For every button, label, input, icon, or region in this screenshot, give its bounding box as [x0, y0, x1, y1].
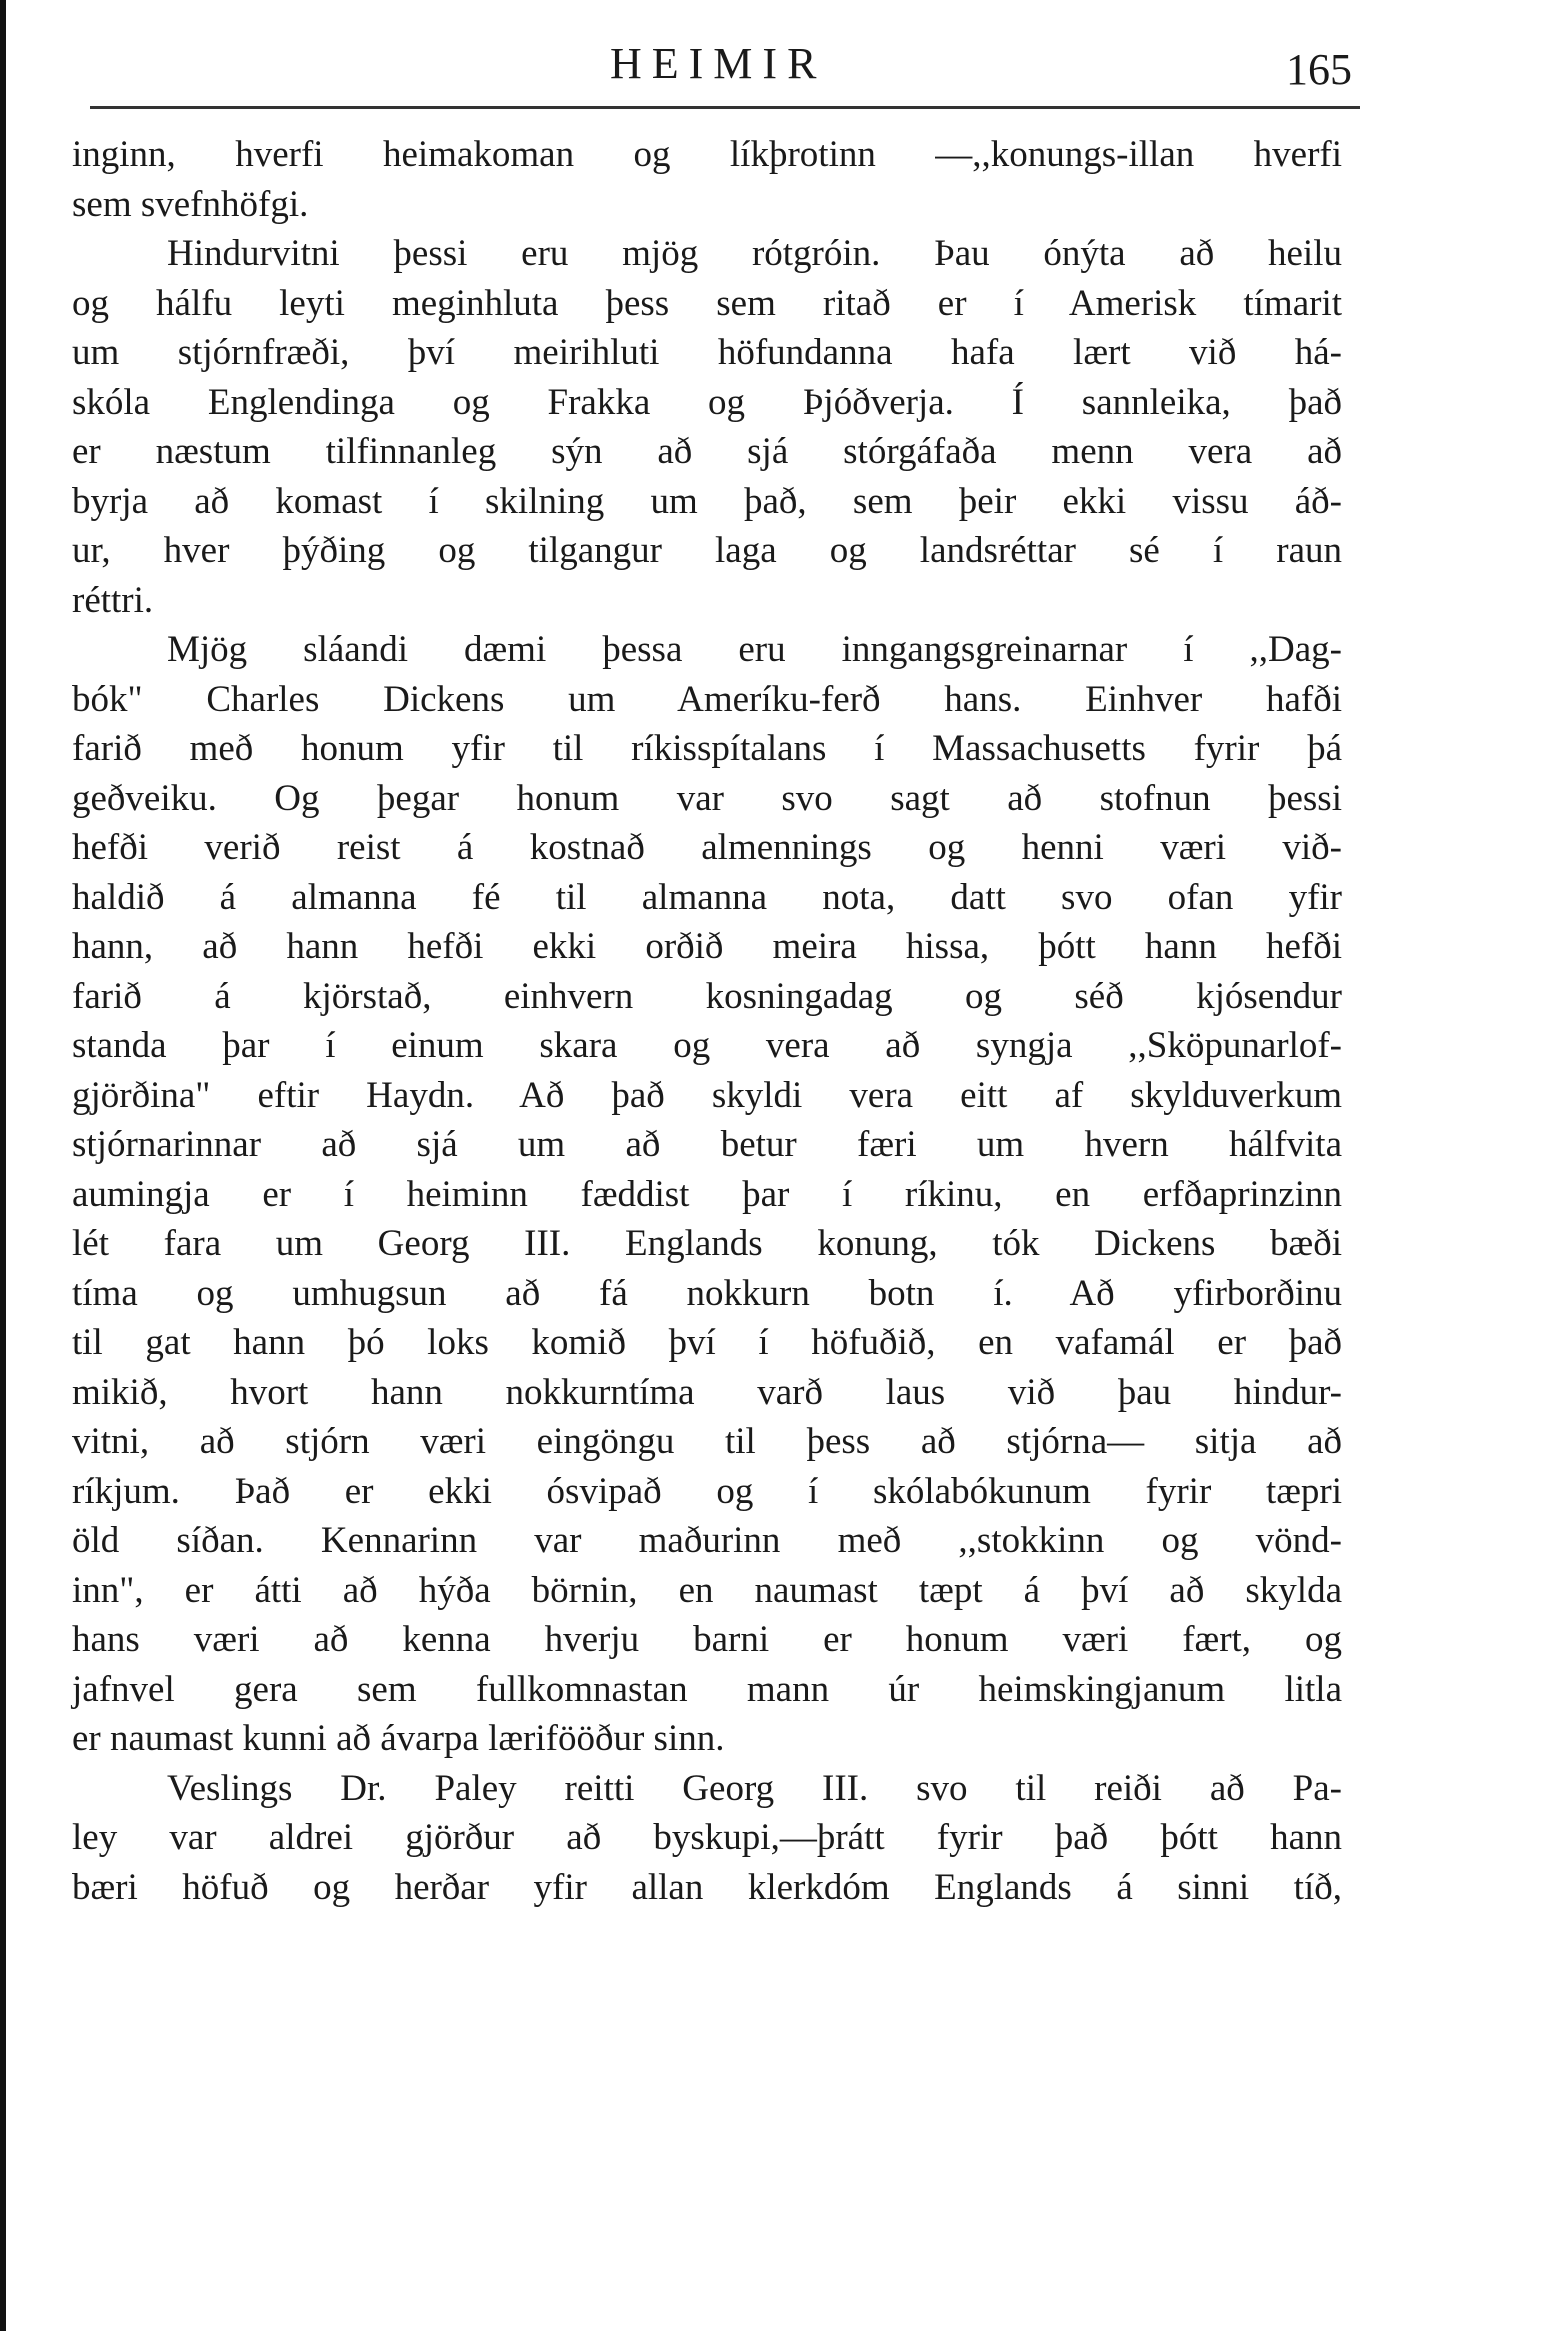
text-line: um stjórnfræði, því meirihluti höfundanna hafa lært við há-: [72, 332, 1342, 373]
text-line: hann, að hann hefði ekki orðið meira hissa, þótt hann hefði: [72, 926, 1342, 967]
text-line: gjörðina" eftir Haydn. Að það skyldi vera eitt af skylduverkum: [72, 1074, 1342, 1116]
text-line: stjórnarinnar að sjá um að betur færi um hvern hálfvita: [72, 1124, 1342, 1165]
text-line: inn", er átti að hýða börnin, en naumast tæpt á því að skylda: [72, 1569, 1342, 1611]
text-line: hans væri að kenna hverju barni er honum væri fært, og: [72, 1619, 1342, 1660]
text-line: réttri.: [72, 579, 154, 621]
text-line: haldið á almanna fé til almanna nota, datt svo ofan yfir: [72, 876, 1342, 918]
text-line: tíma og umhugsun að fá nokkurn botn í. Að yfirborðinu: [72, 1272, 1342, 1314]
text-line: Mjög sláandi dæmi þessa eru inngangsgreinarnar í ,,Dag-: [167, 629, 1342, 670]
text-line: farið á kjörstað, einhvern kosningadag og séð kjósendur: [72, 975, 1342, 1017]
text-line: standa þar í einum skara og vera að syngja ,,Sköpunarlof-: [72, 1025, 1342, 1066]
text-line: mikið, hvort hann nokkurntíma varð laus við þau hindur-: [72, 1371, 1342, 1413]
text-line: farið með honum yfir til ríkisspítalans í Massachusetts fyrir þá: [72, 728, 1342, 769]
text-line: vitni, að stjórn væri eingöngu til þess að stjórna— sitja að: [72, 1421, 1342, 1462]
text-line: ríkjum. Það er ekki ósvipað og í skólabókunum fyrir tæpri: [72, 1470, 1342, 1512]
text-line: til gat hann þó loks komið því í höfuðið, en vafamál er það: [72, 1322, 1342, 1363]
text-line: inginn, hverfi heimakoman og líkþrotinn —,,konungs-illan hverfi: [72, 134, 1342, 175]
text-line: aumingja er í heiminn fæddist þar í ríkinu, en erfðaprinzinn: [72, 1173, 1342, 1215]
page-header: [90, 28, 1360, 118]
text-line: lét fara um Georg III. Englands konung, tók Dickens bæði: [72, 1223, 1342, 1264]
text-line: sem svefnhöfgi.: [72, 183, 309, 225]
text-line: bæri höfuð og herðar yfir allan klerkdóm Englands á sinni tíð,: [72, 1866, 1342, 1908]
text-line: Hindurvitni þessi eru mjög rótgróin. Þau ónýta að heilu: [167, 233, 1342, 274]
text-line: byrja að komast í skilning um það, sem þeir ekki vissu áð-: [72, 480, 1342, 522]
text-line: og hálfu leyti meginhluta þess sem ritað er í Amerisk tímarit: [72, 282, 1342, 324]
text-line: skóla Englendinga og Frakka og Þjóðverja. Í sannleika, það: [72, 381, 1342, 423]
text-line: geðveiku. Og þegar honum var svo sagt að stofnun þessi: [72, 777, 1342, 819]
page-number: 165: [1286, 45, 1352, 94]
text-line: er næstum tilfinnanleg sýn að sjá stórgáfaða menn vera að: [72, 431, 1342, 472]
text-line: hefði verið reist á kostnað almennings og henni væri við-: [72, 827, 1342, 868]
text-line: Veslings Dr. Paley reitti Georg III. svo til reiði að Pa-: [167, 1767, 1342, 1809]
text-line: ley var aldrei gjörður að byskupi,—þrátt fyrir það þótt hann: [72, 1817, 1342, 1858]
header-rule: [90, 106, 1360, 109]
page-edge-shadow: [0, 0, 6, 2331]
body-text: [72, 130, 1342, 1912]
text-line: öld síðan. Kennarinn var maðurinn með ,,stokkinn og vönd-: [72, 1520, 1342, 1561]
text-line: er naumast kunni að ávarpa lærifööður sinn.: [72, 1718, 725, 1759]
running-title: HEIMIR: [610, 39, 827, 88]
text-line: bók" Charles Dickens um Ameríku-ferð hans. Einhver hafði: [72, 678, 1342, 720]
text-line: ur, hver þýðing og tilgangur laga og landsréttar sé í raun: [72, 530, 1342, 571]
text-line: jafnvel gera sem fullkomnastan mann úr heimskingjanum litla: [72, 1668, 1342, 1710]
